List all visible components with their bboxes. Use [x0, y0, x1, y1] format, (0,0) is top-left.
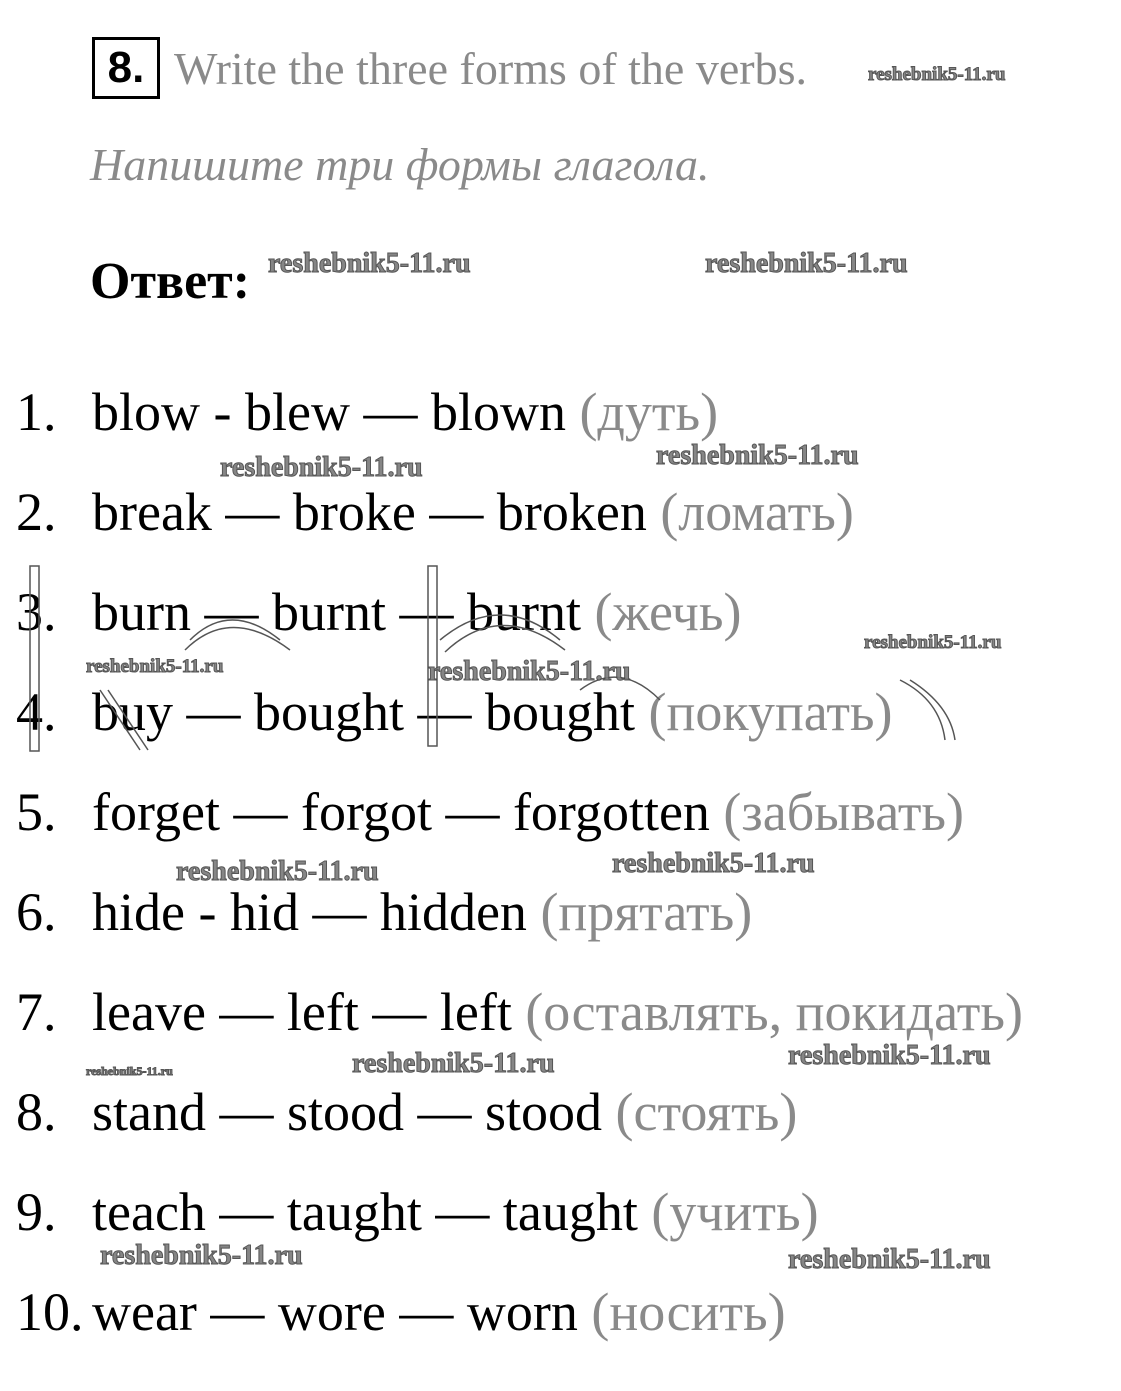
watermark: reshebnik5-11.ru — [868, 64, 1006, 85]
verb-forms-text: wear — wore — worn — [92, 1282, 578, 1342]
verb-number: 7. — [16, 982, 57, 1042]
watermark: reshebnik5-11.ru — [268, 248, 471, 279]
watermark: reshebnik5-11.ru — [86, 1064, 173, 1078]
verb-translation: (оставлять, покидать) — [525, 982, 1023, 1042]
verb-translation: (забывать) — [723, 782, 965, 842]
verb-translation: (дуть) — [579, 382, 719, 442]
watermark: reshebnik5-11.ru — [100, 1240, 303, 1271]
verb-number: 5. — [16, 782, 57, 842]
verb-forms-text: stand — stood — stood — [92, 1082, 603, 1142]
watermark: reshebnik5-11.ru — [864, 632, 1002, 653]
verb-number: 6. — [16, 882, 57, 942]
watermark: reshebnik5-11.ru — [656, 440, 859, 471]
watermark: reshebnik5-11.ru — [176, 856, 379, 887]
verb-number: 10. — [16, 1282, 84, 1342]
verb-translation: (учить) — [651, 1182, 819, 1242]
verb-forms-text: leave — left — left — [92, 982, 512, 1042]
verb-forms-text: hide - hid — hidden — [92, 882, 527, 942]
verb-number: 2. — [16, 482, 57, 542]
verb-number: 9. — [16, 1182, 57, 1242]
watermark: reshebnik5-11.ru — [788, 1040, 991, 1071]
verb-forms-text: buy — bought — bought — [92, 682, 636, 742]
verb-translation: (стоять) — [615, 1082, 798, 1142]
answer-label: Ответ: — [90, 253, 251, 310]
watermark: reshebnik5-11.ru — [428, 656, 631, 687]
verb-number: 8. — [16, 1082, 57, 1142]
verb-forms-text: forget — forgot — forgotten — [92, 782, 710, 842]
verb-number: 4. — [16, 682, 57, 742]
verb-translation: (прятать) — [540, 882, 753, 942]
watermark: reshebnik5-11.ru — [220, 452, 423, 483]
watermark: reshebnik5-11.ru — [352, 1048, 555, 1079]
verb-forms-text: burn — burnt — burnt — [92, 582, 581, 642]
watermark: reshebnik5-11.ru — [705, 248, 908, 279]
verb-translation: (носить) — [591, 1282, 786, 1342]
verb-forms-text: blow - blew — blown — [92, 382, 566, 442]
verb-number: 1. — [16, 382, 57, 442]
task-title: Write the three forms of the verbs. — [174, 42, 807, 94]
verb-forms-text: break — broke — broken — [92, 482, 647, 542]
task-number: 8. — [92, 37, 160, 99]
watermark: reshebnik5-11.ru — [86, 656, 224, 677]
watermark: reshebnik5-11.ru — [788, 1244, 991, 1275]
verb-forms-text: teach — taught — taught — [92, 1182, 638, 1242]
verb-number: 3. — [16, 582, 57, 642]
task-subtitle: Напишите три формы глагола. — [90, 139, 710, 190]
verb-translation: (ломать) — [660, 482, 854, 542]
watermark: reshebnik5-11.ru — [612, 848, 815, 879]
verb-translation: (жечь) — [594, 582, 742, 642]
verb-translation: (покупать) — [648, 682, 893, 742]
